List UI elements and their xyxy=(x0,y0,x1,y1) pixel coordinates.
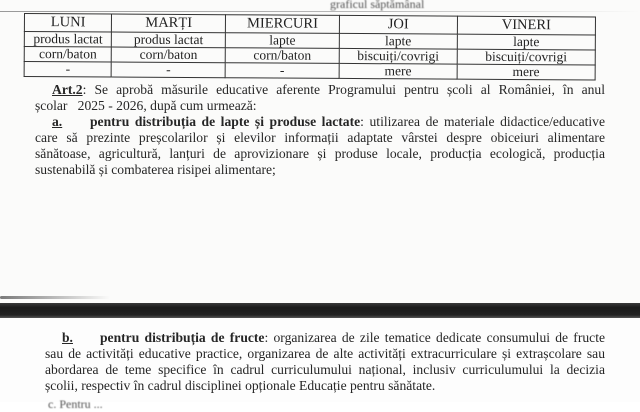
cut-off-next-item-text: c. Pentru ... xyxy=(48,397,103,411)
document-page-bottom xyxy=(0,318,640,411)
table-row xyxy=(24,62,595,80)
header-cell-friday: VINERI xyxy=(457,16,595,35)
article-2-text-line-2: școlar 2025 - 2026, după cum urmează: xyxy=(35,98,257,113)
table-cell: mere xyxy=(457,64,595,80)
page-separator-gap xyxy=(0,303,640,318)
item-b-text-line-3: abordarea de teme specifice în cadrul curriculumului național, inclusiv curriculumului la decizia xyxy=(45,362,605,377)
item-b-text-line-1: : organizarea de zile tematice dedicate consumului de fructe xyxy=(264,330,606,345)
header-cell-monday: LUNI xyxy=(24,14,111,33)
item-a-text-line-4: sustenabilă și combaterea risipei alimentare; xyxy=(35,162,276,177)
item-b-text-line-2: sau de activități educative practice, organizarea de alte activități extracurriculare și extrașcolare sau xyxy=(45,346,605,361)
item-a-paragraph xyxy=(35,114,605,178)
item-b-paragraph xyxy=(45,330,605,394)
table-cell: corn/baton xyxy=(112,47,226,63)
table-cell: lapte xyxy=(457,34,595,50)
weekly-schedule-table xyxy=(24,13,596,80)
table-cell: - xyxy=(111,62,225,78)
item-b-title: pentru distribuția de fructe xyxy=(100,330,265,345)
header-cell-thursday: JOI xyxy=(339,15,457,34)
item-a-text-line-3: sănătoase, agricultură, lanțuri de aprovizionare și produse locale, producția ecologică, producția xyxy=(35,146,605,161)
table-cell: produs lactat xyxy=(112,32,226,48)
table-cell: - xyxy=(225,63,339,79)
page-curl-shadow xyxy=(0,296,110,299)
table-cell: mere xyxy=(339,63,457,79)
table-cell: corn/baton xyxy=(24,47,111,63)
item-b-label: b. xyxy=(62,330,73,345)
item-a-text-line-1: : utilizarea de materiale didactice/educative xyxy=(360,114,605,129)
article-2-label: Art.2 xyxy=(52,82,83,97)
table-cell: - xyxy=(24,62,111,78)
article-2-paragraph xyxy=(35,82,605,114)
page-edge-shadow xyxy=(0,11,640,12)
cut-off-heading-text: graficul săptămânal xyxy=(330,0,425,11)
item-b-text-line-4: școlii, respectiv în cadrul disciplinei opționale Educație pentru sănătate. xyxy=(45,378,436,393)
table-cell: biscuiți/covrigi xyxy=(339,48,457,64)
item-a-label: a. xyxy=(52,114,63,129)
table-cell: lapte xyxy=(225,33,339,49)
header-cell-wednesday: MIERCURI xyxy=(226,15,340,34)
item-a-title: pentru distribuția de lapte și produse lactate xyxy=(90,114,361,129)
table-cell: corn/baton xyxy=(225,48,339,64)
item-a-text-line-2: care să prezinte preșcolarilor și elevilor informații adaptate vârstei despre obiceiuri alimentare xyxy=(35,130,605,145)
article-2-text-line-1: : Se aprobă măsurile educative aferente Programului pentru școli al României, în anul xyxy=(82,82,605,97)
table-cell: lapte xyxy=(339,33,457,49)
header-cell-tuesday: MARȚI xyxy=(112,14,226,33)
table-cell: produs lactat xyxy=(24,32,111,48)
table-cell: biscuiți/covrigi xyxy=(457,49,595,65)
